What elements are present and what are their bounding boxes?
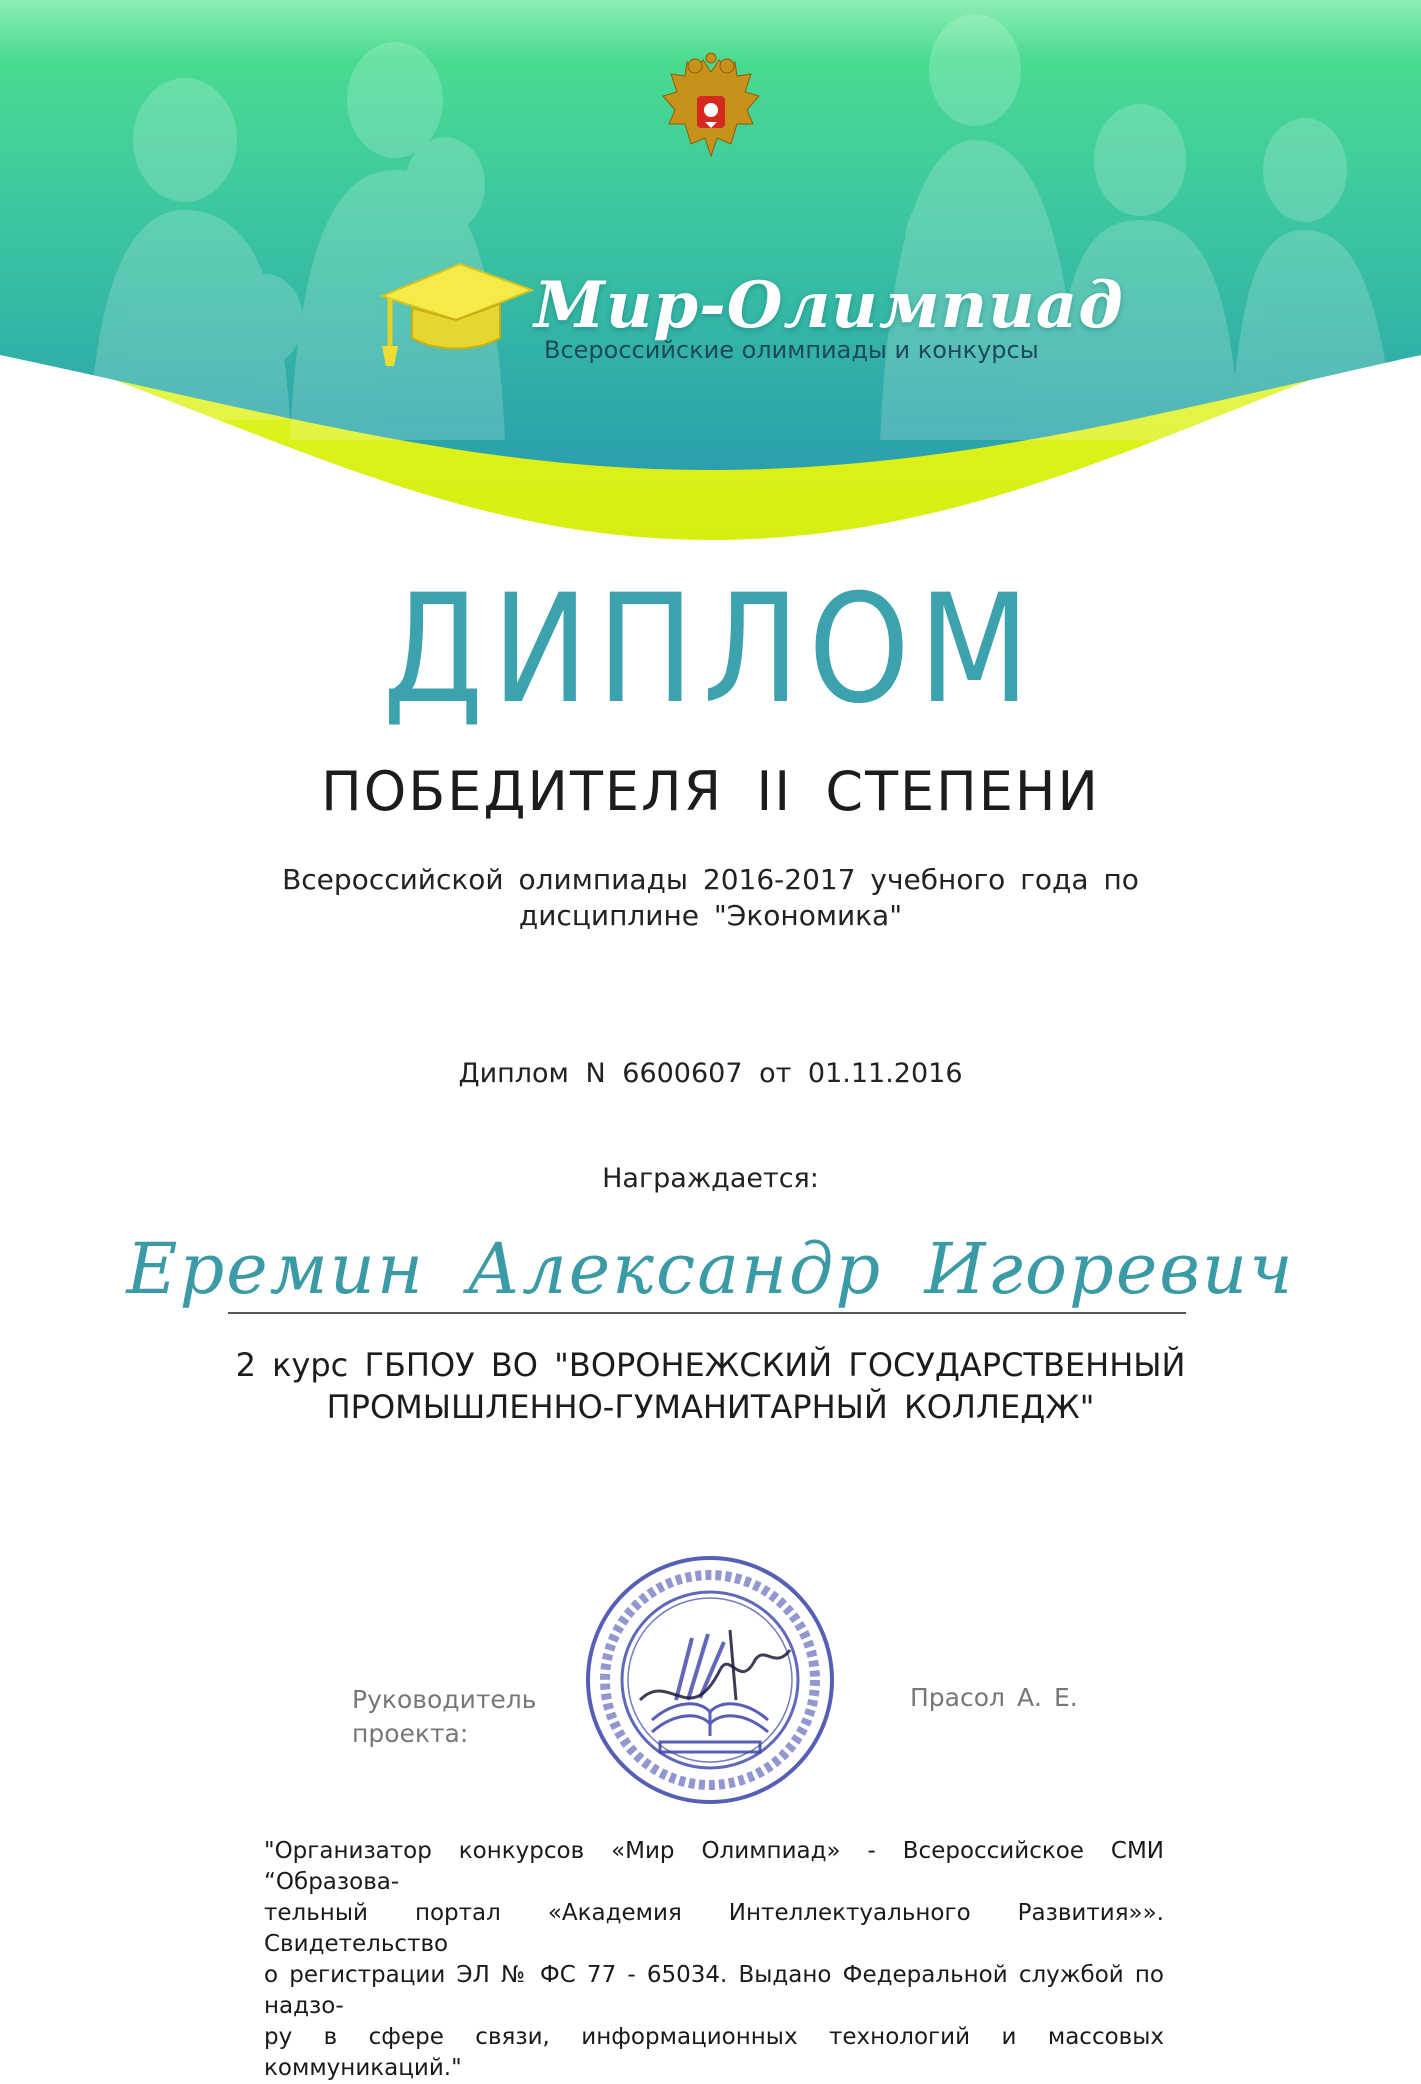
footer-line-3: о регистрации ЭЛ № ФС 77 - 65034. Выдано Федеральной службой по надзо- [264,1962,1164,2019]
diploma-number: Диплом N 6600607 от 01.11.2016 [458,1058,963,1089]
name-underline [228,1312,1186,1314]
footer-line-2: тельный портал «Академия Интеллектуального Развития»». Свидетельство [264,1900,1164,1957]
signature-role-line-2: проекта: [352,1719,469,1748]
diploma-degree: ПОБЕДИТЕЛЯ II СТЕПЕНИ [321,760,1100,823]
organization-stamp [580,1550,840,1810]
footer-legal-notice [264,1836,1164,2084]
signature-role [352,1683,552,1751]
footer-line-4: ру в сфере связи, информационных технологий и массовых коммуникаций." [264,2024,1164,2081]
institution-line-1: 2 курс ГБПОУ ВО "ВОРОНЕЖСКИЙ ГОСУДАРСТВЕННЫЙ [235,1346,1186,1384]
recipient-name: Еремин Александр Игоревич [126,1228,1295,1310]
diploma-title: ДИПЛОМ [382,563,1039,737]
recipient-institution [200,1344,1221,1428]
olympiad-description [260,862,1161,934]
brand-subtitle: Всероссийские олимпиады и конкурсы [544,336,1039,364]
olympiad-line-2: дисциплине "Экономика" [518,899,903,932]
signature-role-line-1: Руководитель [352,1685,537,1714]
coat-of-arms-icon [657,52,765,168]
footer-line-1: "Организатор конкурсов «Мир Олимпиад» - Всероссийское СМИ “Образова- [264,1838,1164,1895]
graduation-cap-icon [376,256,536,376]
brand-title: Мир-Олимпиад [534,268,1124,343]
olympiad-line-1: Всероссийской олимпиады 2016-2017 учебного года по [282,863,1139,896]
institution-line-2: ПРОМЫШЛЕННО-ГУМАНИТАРНЫЙ КОЛЛЕДЖ" [326,1388,1095,1426]
awarded-label: Награждается: [602,1163,819,1194]
signature-name: Прасол А. Е. [910,1683,1078,1712]
brand-logo [376,248,1124,388]
